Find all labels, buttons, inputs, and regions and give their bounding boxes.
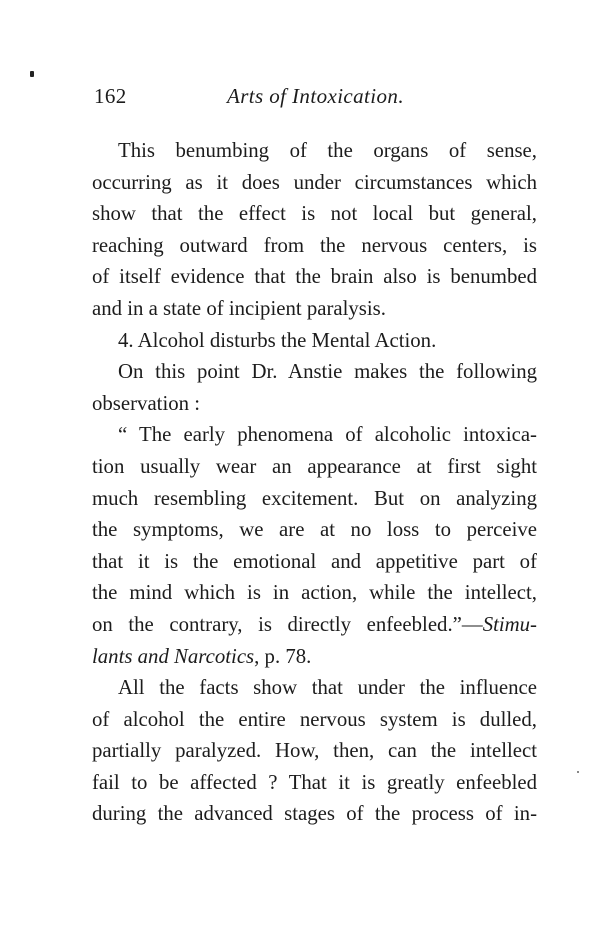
line-tail: , p. 78. xyxy=(254,644,312,668)
citation-title-italic: lants and Narcotics xyxy=(92,644,255,668)
text-line xyxy=(92,672,537,704)
line-text: occurring as it does under circumstances which xyxy=(92,170,537,194)
line-text: of itself evidence that the brain also is benumbed xyxy=(92,265,537,289)
text-line xyxy=(92,641,537,673)
running-header xyxy=(94,78,524,114)
text-line xyxy=(92,167,537,199)
text-line xyxy=(92,419,537,451)
line-text: 4. Alcohol disturbs the Mental Action. xyxy=(118,328,437,352)
text-line xyxy=(92,609,537,641)
line-text: On this point Dr. Anstie makes the following xyxy=(118,360,537,384)
line-text: “ The early phenomena of alcoholic intoxica- xyxy=(118,423,537,447)
line-text: This benumbing of the organs of sense, xyxy=(118,139,537,162)
text-line xyxy=(92,230,537,262)
line-text: the symptoms, we are at no loss to perceive xyxy=(92,518,537,542)
text-line xyxy=(92,261,537,293)
running-title: Arts of Intoxication. xyxy=(227,84,404,108)
text-line xyxy=(92,798,537,830)
text-line xyxy=(92,388,537,420)
line-text: show that the effect is not local but general, xyxy=(92,202,537,226)
line-text: during the advanced stages of the process of in- xyxy=(92,802,537,826)
body-text xyxy=(92,135,537,830)
line-text: observation : xyxy=(92,391,201,415)
text-line xyxy=(92,356,537,388)
text-line xyxy=(92,735,537,767)
text-line xyxy=(92,546,537,578)
line-text: fail to be affected ? That it is greatly enfeebled xyxy=(92,770,537,794)
margin-mark xyxy=(577,771,579,773)
text-line xyxy=(92,483,537,515)
text-line xyxy=(92,135,537,167)
text-line xyxy=(92,325,537,357)
line-text: the mind which is in action, while the intellect, xyxy=(92,581,537,605)
text-line xyxy=(92,451,537,483)
line-text: on the contrary, is directly enfeebled.”— xyxy=(92,612,483,636)
line-text: tion usually wear an appearance at first sight xyxy=(92,454,537,478)
line-text: reaching outward from the nervous centers, is xyxy=(92,233,537,257)
text-line xyxy=(92,293,537,325)
line-text: that it is the emotional and appetitive part of xyxy=(92,549,537,573)
text-line xyxy=(92,577,537,609)
text-line xyxy=(92,514,537,546)
citation-title-italic: Stimu- xyxy=(482,612,537,636)
line-text: All the facts show that under the influence xyxy=(118,676,537,700)
text-line xyxy=(92,767,537,799)
line-text: of alcohol the entire nervous system is dulled, xyxy=(92,707,537,731)
text-line xyxy=(92,704,537,736)
line-text: and in a state of incipient paralysis. xyxy=(92,296,386,320)
ink-speck xyxy=(30,71,34,77)
page-number: 162 xyxy=(94,84,127,108)
line-text: much resembling excitement. But on analyzing xyxy=(92,486,537,510)
line-text: partially paralyzed. How, then, can the intellect xyxy=(92,739,537,763)
text-line xyxy=(92,198,537,230)
